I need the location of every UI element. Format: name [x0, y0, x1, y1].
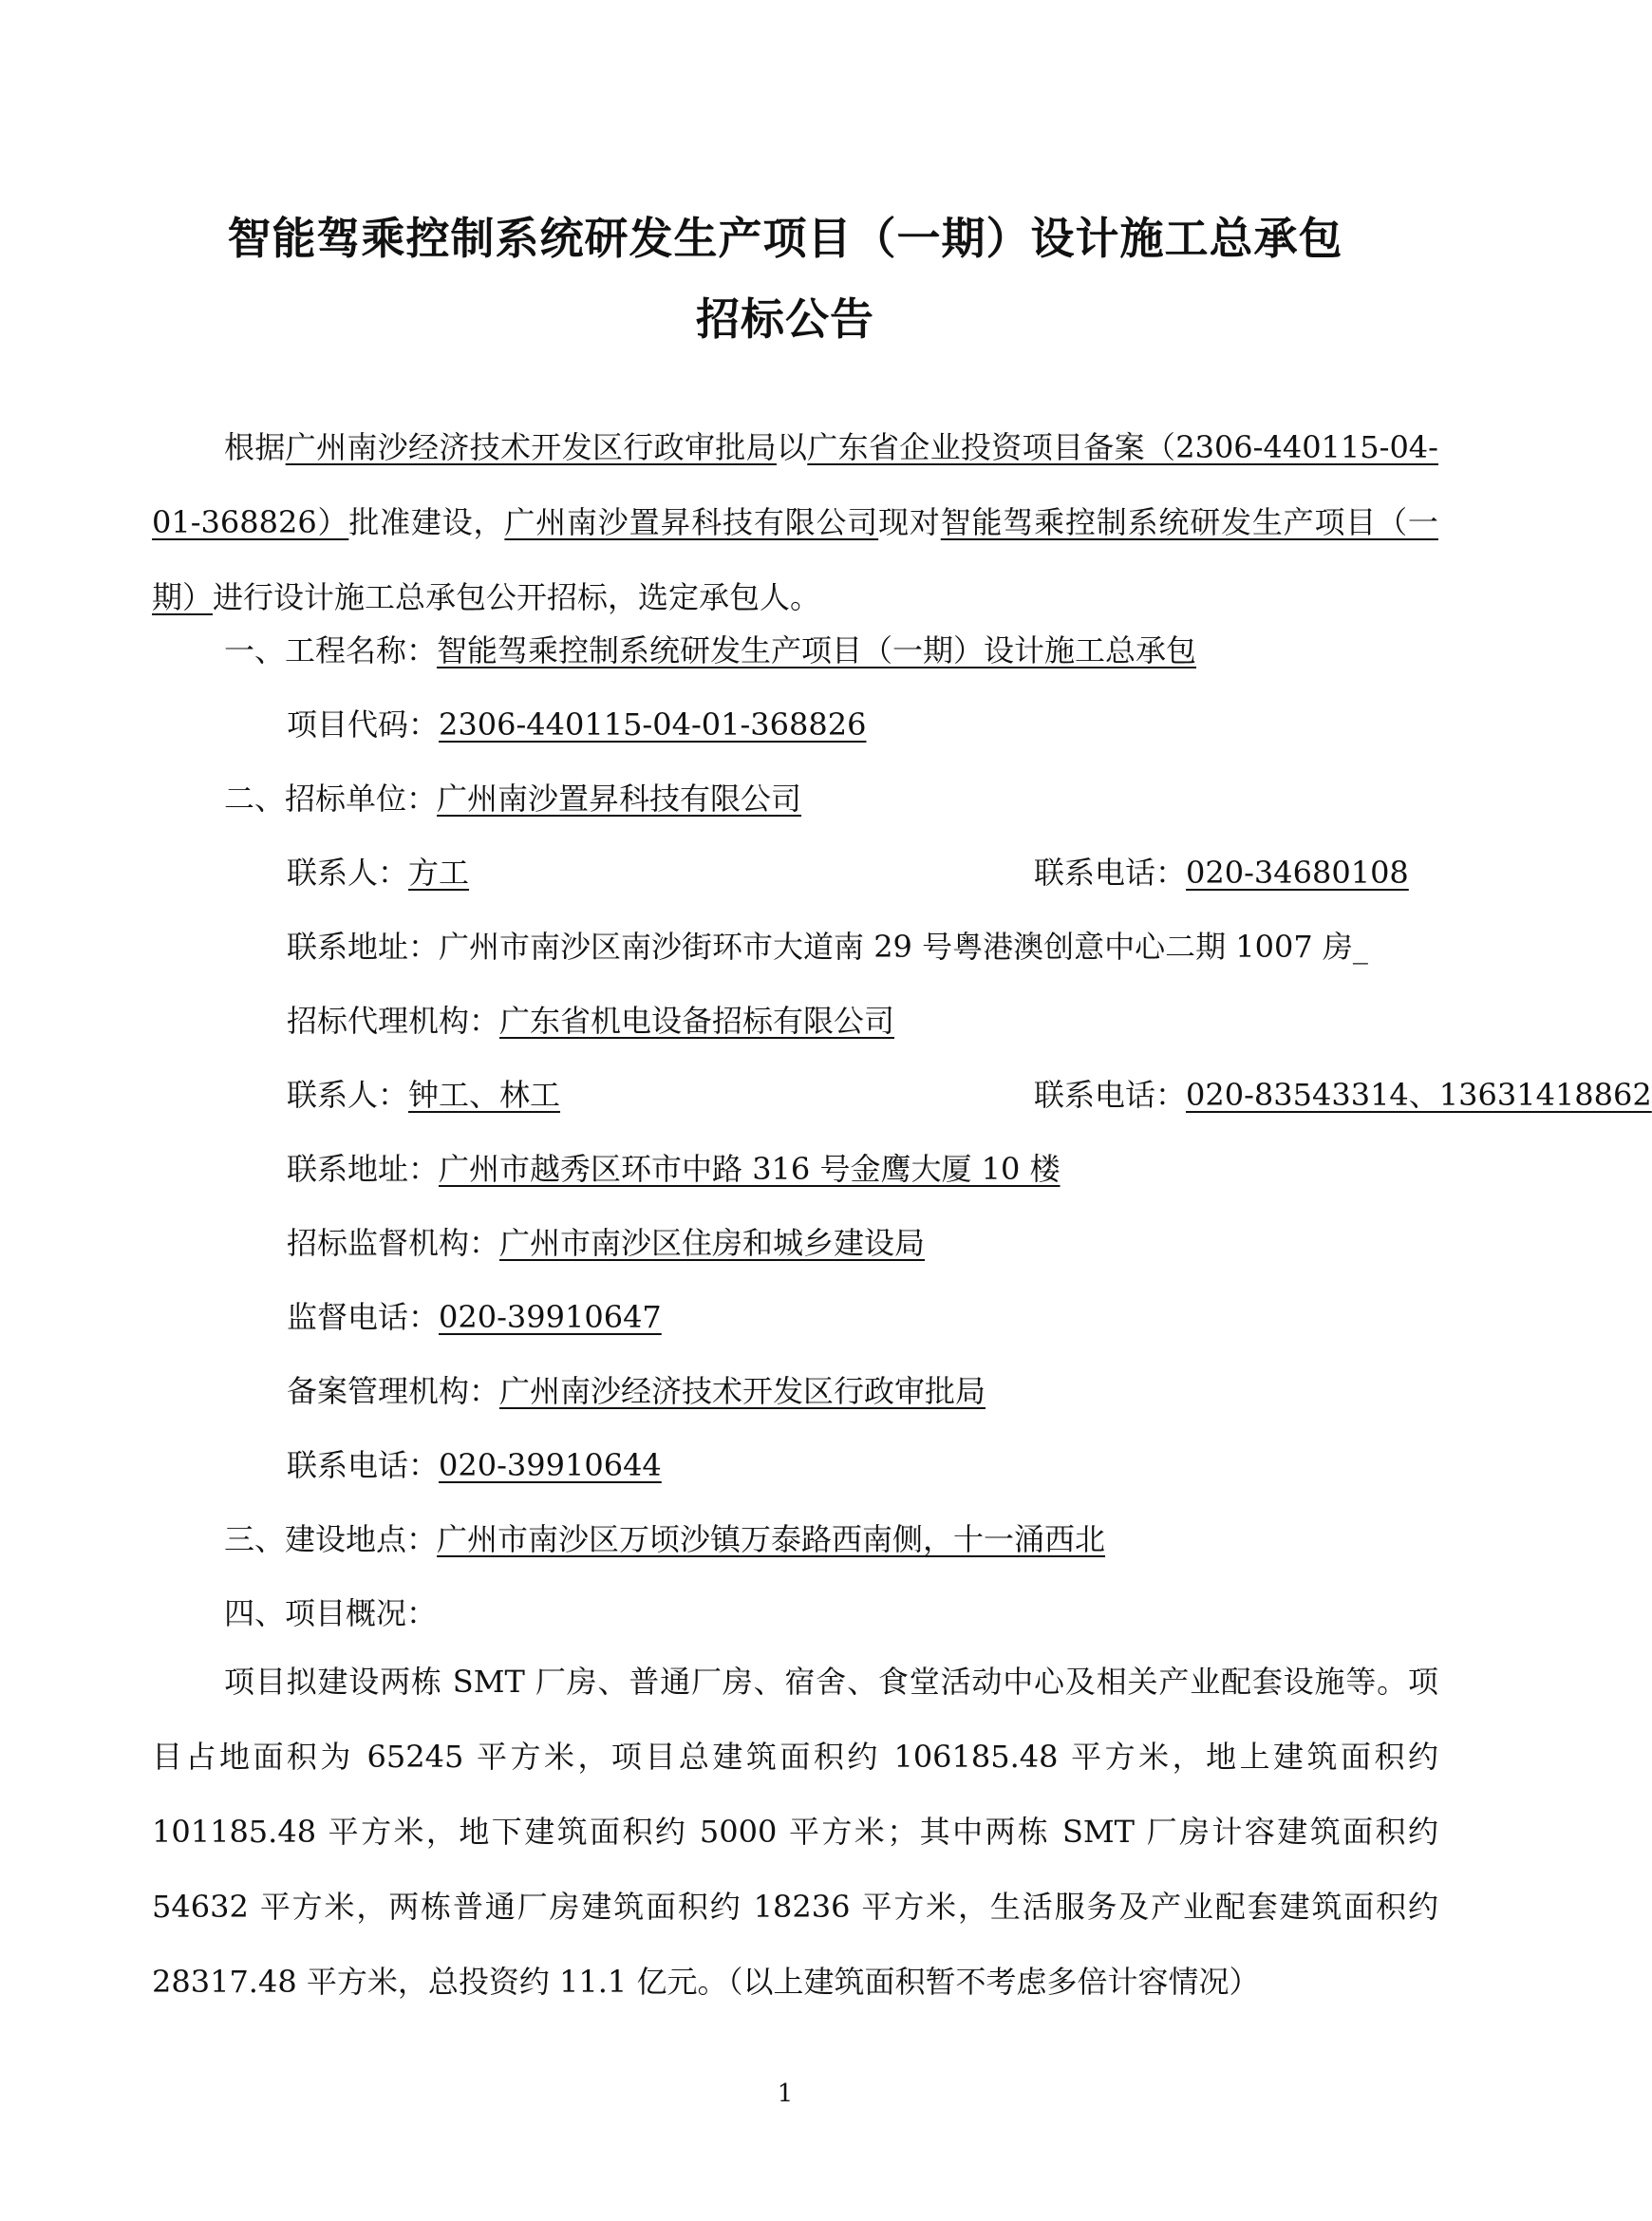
- overview-text: 项目拟建设两栋 SMT 厂房、普通厂房、宿舍、食堂活动中心及相关产业配套设施等。项目占地面积为 65245 平方米，项目总建筑面积约 106185.48 平方米，地上建筑面积约 101185.48 平方米，地下建筑面积约 5000 平方米；其中两栋 SMT 厂房计容建筑面积约 54632 平方米，两栋普通厂房建筑面积约 18236 平方米，生活服务及产业配套建筑面积约 28317.48 平方米，总投资约 11.1 亿元。（以上建筑面积暂不考虑多倍计容情况）: [152, 1664, 1438, 2000]
- label: 三、建设地点：: [224, 1521, 438, 1557]
- filing-reference: 广东省企业投资项目备案（2306-440115-04-01-368826）: [152, 429, 1438, 540]
- intro-text: 根据: [224, 429, 286, 465]
- value: 广州市南沙区住房和城乡建设局: [499, 1225, 926, 1261]
- supervisor: [287, 1219, 925, 1263]
- value: 广州南沙经济技术开发区行政审批局: [499, 1373, 986, 1409]
- project-code: [287, 701, 866, 744]
- label: 联系地址：: [287, 929, 440, 965]
- approval-authority: 广州南沙经济技术开发区行政审批局: [285, 429, 777, 465]
- value: 020-39910644: [439, 1447, 662, 1483]
- label: 一、工程名称：: [224, 632, 438, 668]
- label: 监督电话：: [287, 1299, 440, 1335]
- page-number: 1: [777, 2080, 794, 2108]
- section-tenderer: [224, 775, 801, 819]
- label: 联系人：: [287, 855, 409, 891]
- document-title: 智能驾乘控制系统研发生产项目（一期）设计施工总承包: [227, 213, 1343, 264]
- value: 广州市越秀区环市中路 316 号金鹰大厦 10 楼: [439, 1151, 1061, 1187]
- agency: [287, 997, 894, 1041]
- label: 联系电话：: [287, 1447, 440, 1483]
- value: 广州南沙置昇科技有限公司: [437, 781, 802, 817]
- intro-text: 现对: [878, 504, 941, 540]
- agency-phone: 联系电话：020-83543314、13631418862: [1034, 1077, 1652, 1113]
- section-location: [224, 1515, 1105, 1559]
- value: 广州市南沙区南沙街环市大道南 29 号粤港澳创意中心二期 1007 房_: [439, 929, 1368, 965]
- tenderer-address: [287, 923, 1368, 967]
- section-overview-heading: [224, 1590, 437, 1633]
- overview-paragraph: [152, 1645, 1438, 2020]
- intro-text: 批准建设，: [348, 504, 505, 540]
- value: 方工: [408, 855, 470, 891]
- value: 智能驾乘控制系统研发生产项目（一期）设计施工总承包: [437, 632, 1197, 668]
- label: 联系地址：: [287, 1151, 440, 1187]
- value: 广州市南沙区万顷沙镇万泰路西南侧，十一涌西北: [437, 1521, 1106, 1557]
- tenderer-phone: 联系电话：020-34680108: [1034, 855, 1409, 891]
- supervisor-phone: [287, 1293, 662, 1337]
- value: 广东省机电设备招标有限公司: [499, 1003, 895, 1039]
- tenderer-contact: [287, 849, 1426, 893]
- label: 招标代理机构：: [287, 1003, 500, 1039]
- label: 招标监督机构：: [287, 1225, 500, 1261]
- filing-authority: [287, 1367, 986, 1411]
- intro-text: 以: [776, 429, 808, 465]
- filing-phone: [287, 1441, 662, 1485]
- label: 备案管理机构：: [287, 1373, 500, 1409]
- agency-contact: [287, 1071, 1652, 1115]
- tenderer-name: 广州南沙置昇科技有限公司: [504, 504, 879, 540]
- label: 项目代码：: [287, 706, 440, 743]
- project-name: 智能驾乘控制系统研发生产项目（一期）: [152, 504, 1438, 615]
- value: 2306-440115-04-01-368826: [439, 706, 867, 743]
- intro-text: 进行设计施工总承包公开招标，选定承包人。: [213, 579, 821, 615]
- document-subtitle: 招标公告: [696, 293, 874, 345]
- label: 二、招标单位：: [224, 781, 438, 817]
- value: 020-39910647: [439, 1299, 662, 1335]
- label: 联系人：: [287, 1077, 409, 1113]
- value: 钟工、林工: [408, 1077, 561, 1113]
- section-project-name: [224, 627, 1196, 670]
- agency-address: [287, 1145, 1061, 1189]
- intro-paragraph: [152, 410, 1438, 635]
- label: 四、项目概况：: [224, 1595, 438, 1631]
